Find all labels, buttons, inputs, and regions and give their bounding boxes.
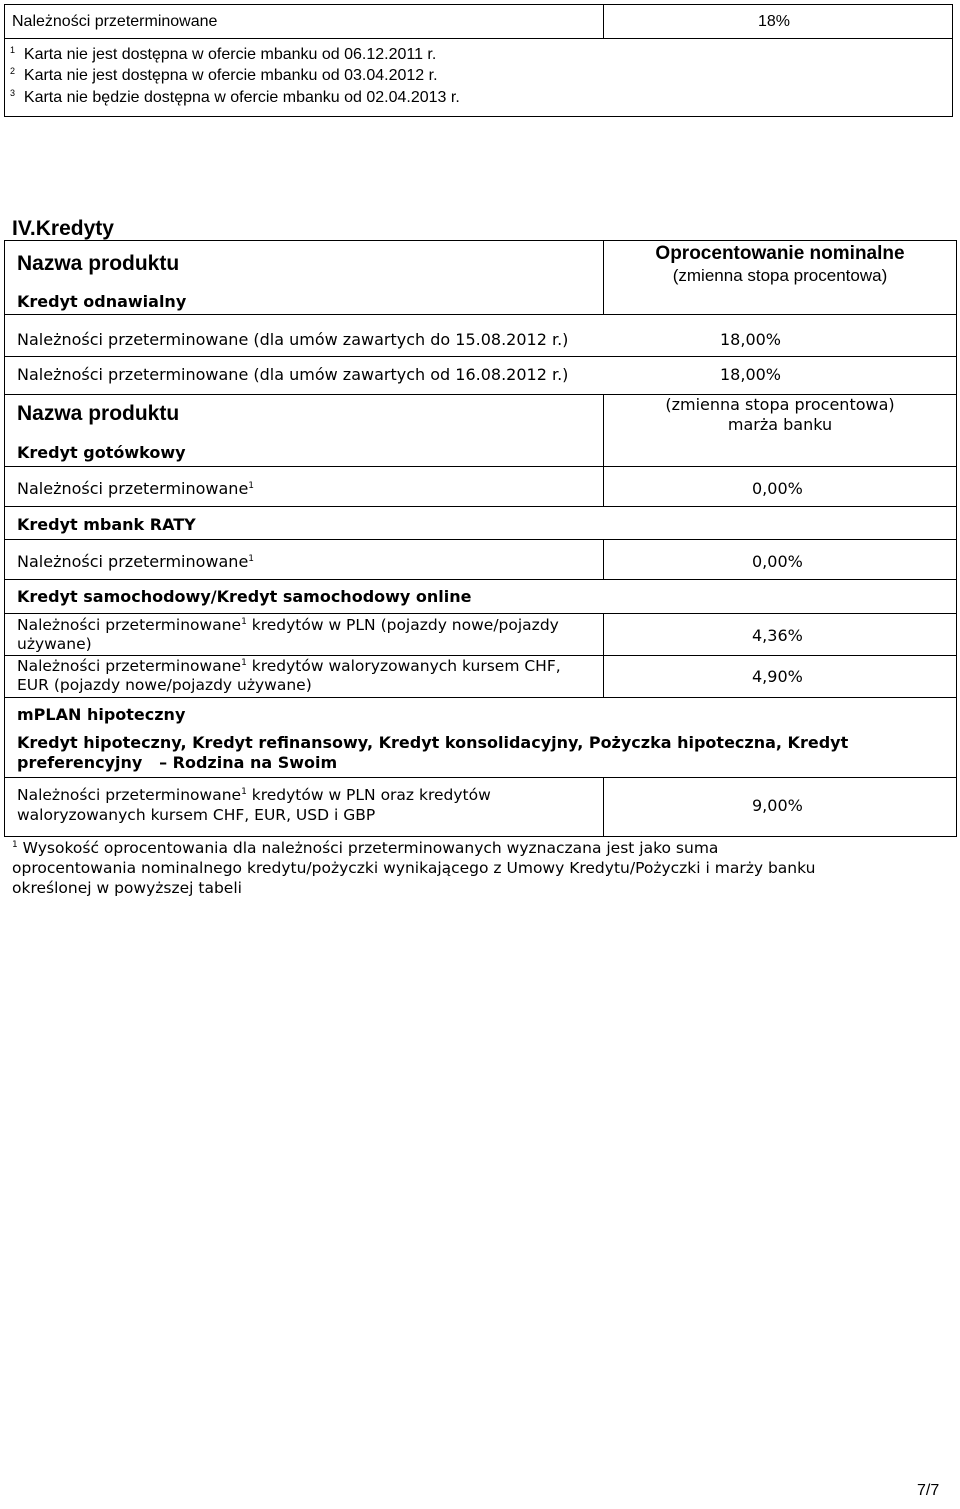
card-note-text: Karta nie będzie dostępna w ofercie mbanku od 02.04.2013 r. [23, 89, 460, 106]
product-name-mplan: mPLAN hipoteczny [17, 705, 186, 724]
mplan-row-label-c: waloryzowanych kursem CHF, EUR, USD i GBP [17, 806, 376, 824]
row-divider [4, 777, 957, 778]
raty-label [17, 552, 254, 572]
column-header-product-2: Nazwa produktu [17, 402, 180, 425]
samochodowy-row-1-label-c: używane) [17, 635, 92, 653]
footnote-sup: 1 [12, 840, 18, 850]
top-table-divider [4, 38, 953, 39]
section-heading: IV.Kredyty [12, 217, 114, 240]
card-note-sup: 2 [10, 66, 16, 76]
column-header-rate-sub-2: (zmienna stopa procentowa) [665, 395, 895, 414]
row-divider [4, 466, 957, 467]
footnote-ref: 1 [241, 617, 247, 627]
product-name-gotowkowy: Kredyt gotówkowy [17, 443, 186, 462]
gotowkowy-value: 0,00% [752, 479, 803, 498]
card-note-text: Karta nie jest dostępna w ofercie mbanku od 03.04.2012 r. [23, 67, 438, 84]
product-name-odnawialny: Kredyt odnawialny [17, 292, 187, 311]
mplan-row-label-b: kredytów w PLN oraz kredytów [251, 786, 491, 804]
row-divider [4, 506, 957, 507]
row-divider [4, 579, 957, 580]
mplan-products-line-2: preferencyjny [17, 753, 143, 772]
gotowkowy-label [17, 479, 254, 499]
samochodowy-row-1-label-b: kredytów w PLN (pojazdy nowe/pojazdy [251, 616, 559, 634]
row-divider [4, 613, 957, 614]
samochodowy-row-2-label-a: Należności przeterminowane [17, 657, 242, 675]
col-divider [603, 777, 604, 837]
footnote-ref: 1 [241, 787, 247, 797]
samochodowy-row-2-value: 4,90% [752, 667, 803, 686]
samochodowy-row-1-label-a: Należności przeterminowane [17, 616, 242, 634]
row-divider [4, 539, 957, 540]
gotowkowy-label-text: Należności przeterminowane [17, 479, 249, 498]
footnote-line-2: oprocentowania nominalnego kredytu/pożyczki wynikającego z Umowy Kredytu/Pożyczki i marży banku [12, 859, 816, 877]
product-name-samochodowy: Kredyt samochodowy/Kredyt samochodowy online [17, 587, 472, 606]
samochodowy-row-1-value: 4,36% [752, 626, 803, 645]
card-note-sup: 3 [10, 88, 16, 98]
footnote-ref: 1 [241, 658, 247, 668]
mplan-row-label [17, 785, 491, 825]
raty-value: 0,00% [752, 552, 803, 571]
column-header-product: Nazwa produktu [17, 252, 180, 275]
mplan-row-label-a: Należności przeterminowane [17, 786, 242, 804]
odnawialny-row-2-label: Należności przeterminowane (dla umów zawartych od 16.08.2012 r.) [17, 365, 569, 384]
samochodowy-row-2-label [17, 657, 561, 695]
card-note-sup: 1 [10, 45, 16, 55]
row-divider [4, 655, 957, 656]
column-header-rate-margin: marża banku [727, 415, 833, 434]
odnawialny-row-1-label: Należności przeterminowane (dla umów zawartych do 15.08.2012 r.) [17, 330, 569, 349]
top-table-label: Należności przeterminowane [12, 13, 218, 30]
col-divider [603, 539, 604, 579]
header-divider [4, 314, 957, 315]
footnote-line-3: określonej w powyższej tabeli [12, 879, 242, 897]
raty-label-text: Należności przeterminowane [17, 552, 249, 571]
product-name-raty: Kredyt mbank RATY [17, 515, 196, 534]
top-table-col-divider [603, 4, 604, 38]
mplan-products [17, 733, 848, 773]
samochodowy-row-1-label [17, 616, 559, 654]
odnawialny-row-2-value: 18,00% [720, 365, 782, 384]
footnote-line-1: Wysokość oprocentowania dla należności przeterminowanych wyznaczana jest jako suma [22, 839, 719, 857]
column-header-rate-2 [603, 395, 957, 435]
col-divider [603, 466, 604, 506]
footnote-ref: 1 [248, 481, 255, 491]
odnawialny-row-1-value: 18,00% [720, 330, 782, 349]
row-divider [4, 697, 957, 698]
card-note-2 [10, 66, 438, 86]
samochodowy-row-2-label-b: kredytów waloryzowanych kursem CHF, [251, 657, 561, 675]
samochodowy-row-2-label-c: EUR (pojazdy nowe/pojazdy używane) [17, 676, 312, 694]
column-header-rate-sub: (zmienna stopa procentowa) [672, 266, 888, 285]
card-note-1 [10, 45, 436, 65]
mplan-dash: – [159, 753, 168, 772]
card-note-3 [10, 88, 460, 108]
mplan-rodzina: Rodzina na Swoim [172, 753, 338, 772]
top-table-value: 18% [758, 13, 791, 30]
mplan-row-value: 9,00% [752, 796, 803, 815]
card-note-text: Karta nie jest dostępna w ofercie mbanku od 06.12.2011 r. [23, 46, 437, 63]
footnote [12, 838, 815, 898]
mplan-products-line-1: Kredyt hipoteczny, Kredyt refinansowy, Kredyt konsolidacyjny, Pożyczka hipoteczna, Kredyt [17, 733, 849, 752]
row-divider [4, 356, 957, 357]
footnote-ref: 1 [248, 554, 255, 564]
column-header-rate [603, 242, 957, 286]
column-header-rate-title: Oprocentowanie nominalne [655, 243, 905, 264]
page-number: 7/7 [917, 1482, 940, 1499]
